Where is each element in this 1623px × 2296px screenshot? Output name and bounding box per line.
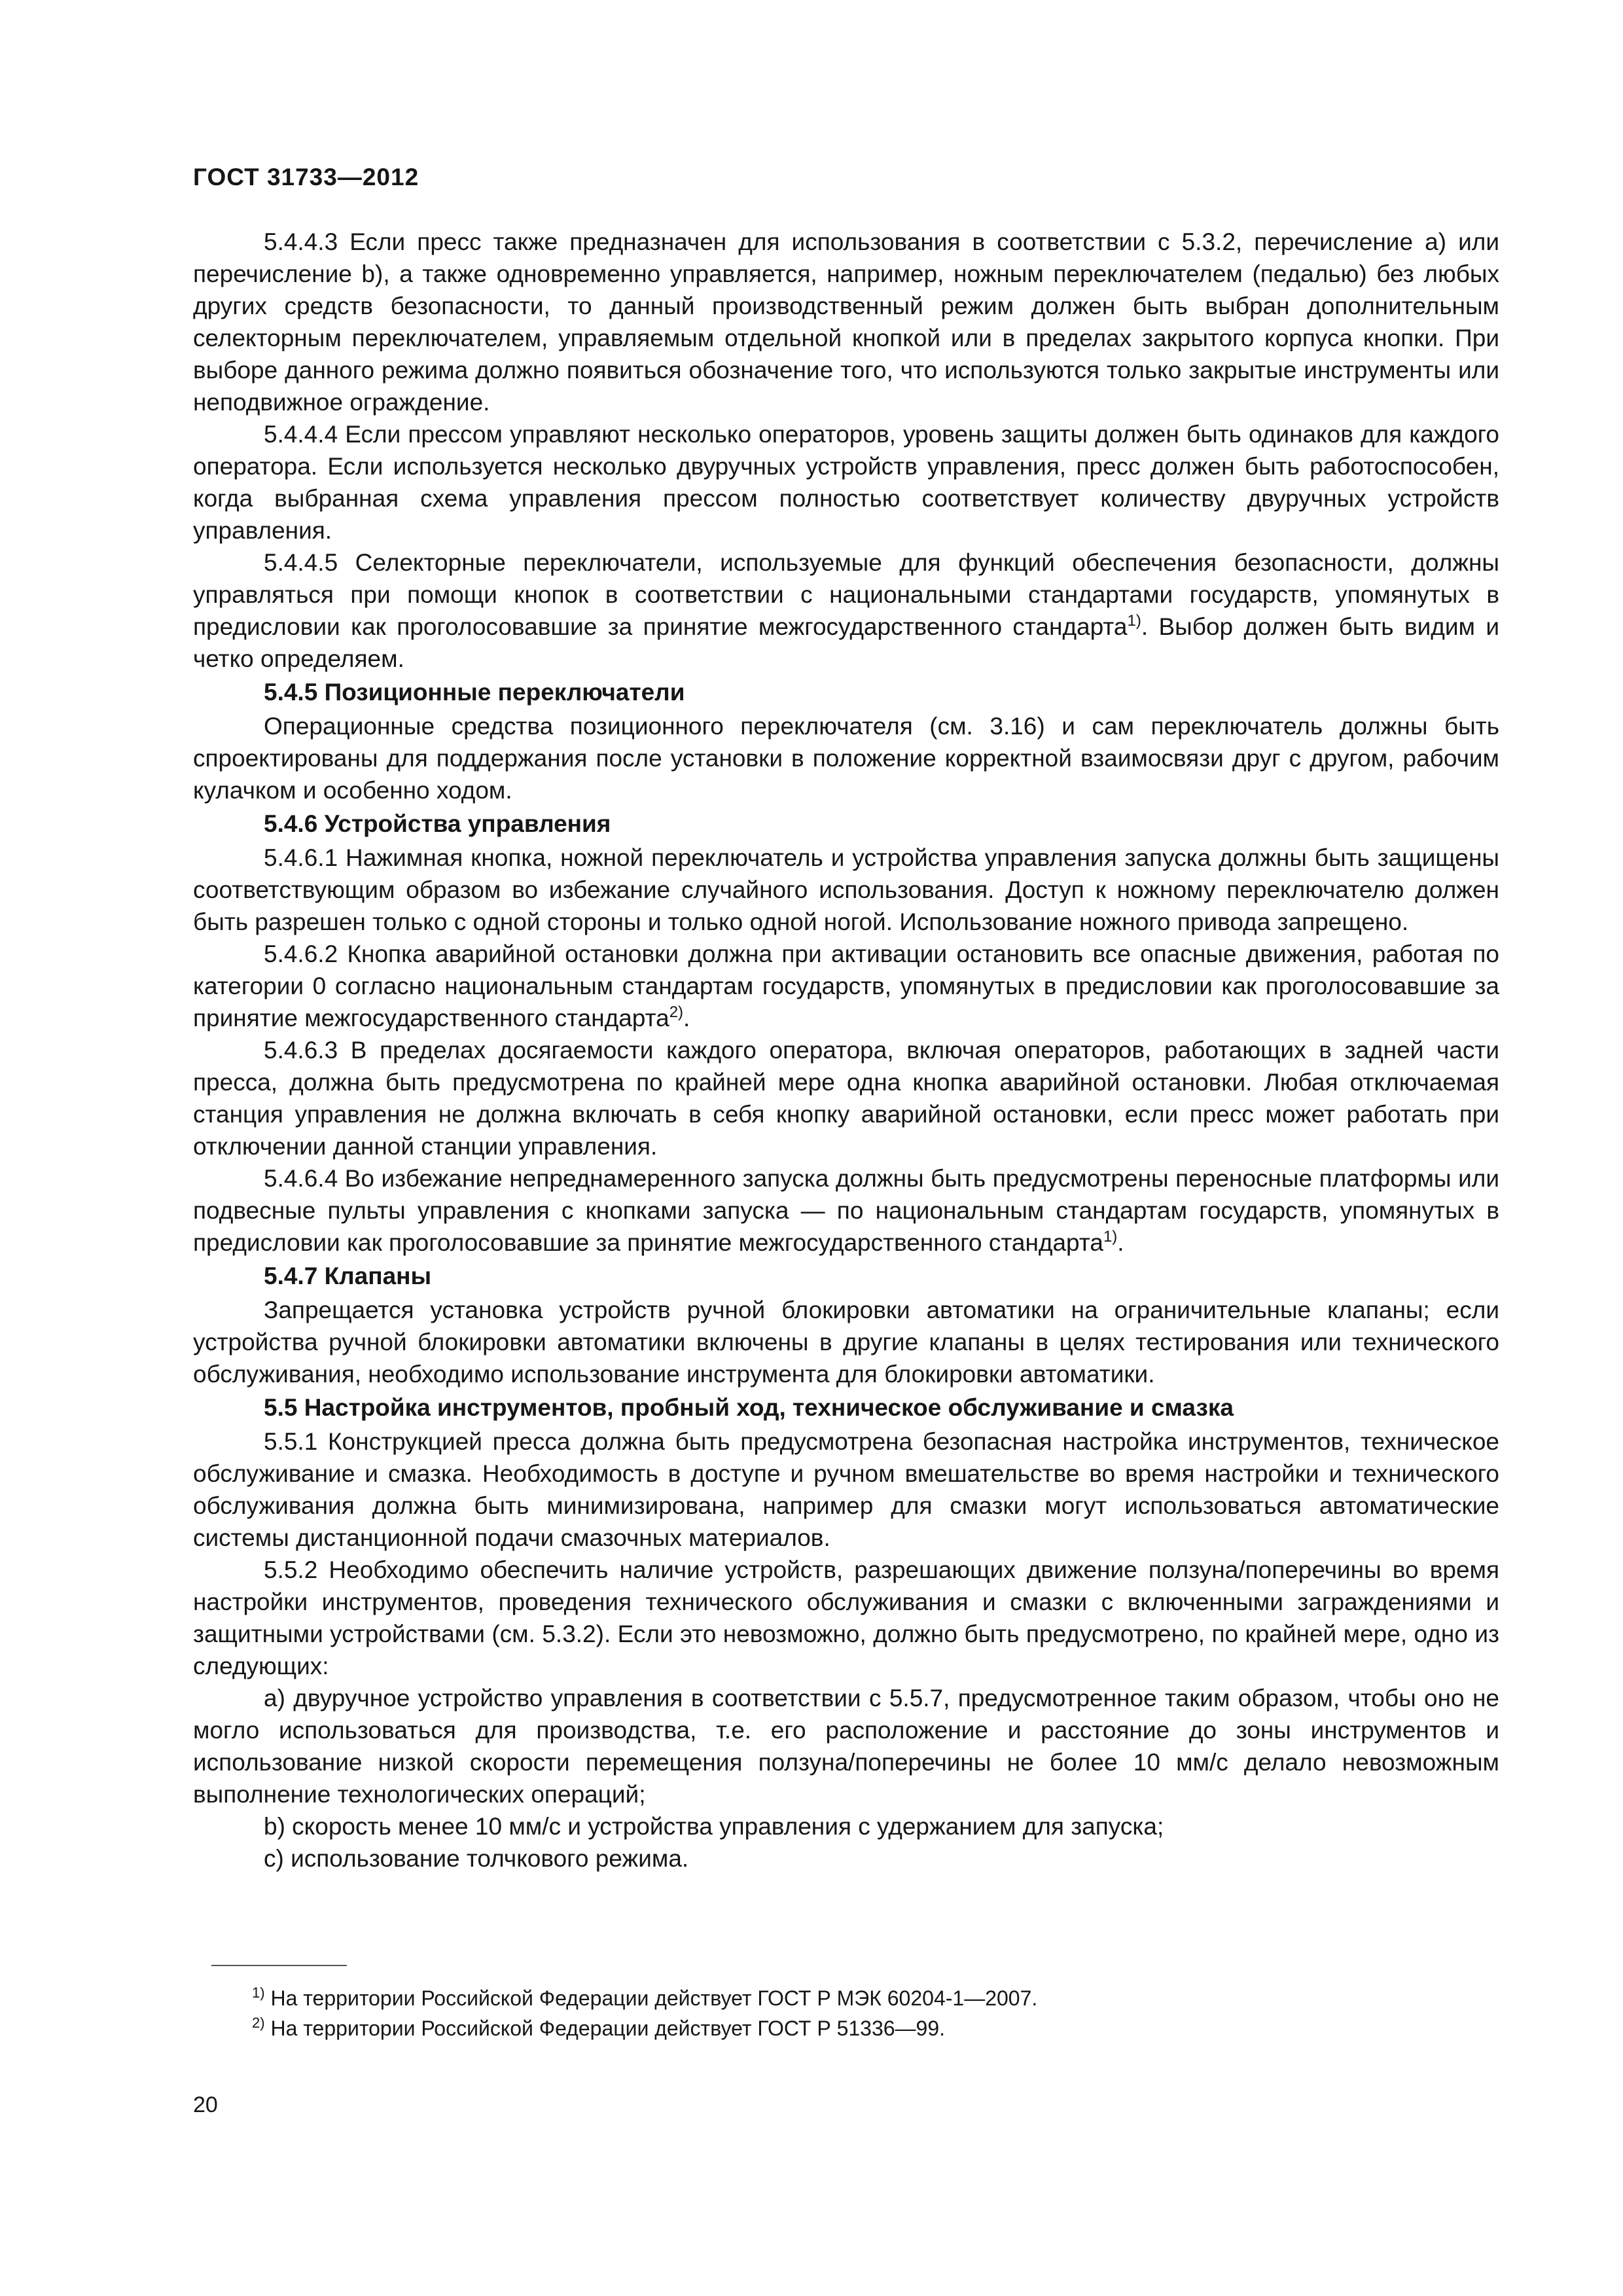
- footnote-ref: 1): [1127, 612, 1141, 630]
- paragraph-5-4-4-3: 5.4.4.3 Если пресс также предназначен для использования в соответствии с 5.3.2, перечисление a) или перечисление b), а также одновременно управляется, например, ножным переключателем (педалью) без любых других средств безопасности, то данный производственный режим должен быть выбран дополнительным селекторным переключателем, управляемым отдельной кнопкой или в пределах закрытого корпуса кнопки. При выборе данного режима должно появиться обозначение того, что используются только закрытые инструменты или неподвижное ограждение.: [193, 228, 1499, 416]
- footnote-2: [252, 2013, 1037, 2043]
- footnote-separator: [211, 1965, 347, 1966]
- paragraph-5-4-5: Операционные средства позиционного переключателя (см. 3.16) и сам переключатель должны быть спроектированы для поддержания после установки в положение корректной взаимосвязи друг с другом, рабочим кулачком и особенно ходом.: [193, 713, 1499, 804]
- paragraph-5-4-4-4: 5.4.4.4 Если прессом управляют несколько операторов, уровень защиты должен быть одинаков для каждого оператора. Если используется несколько двуручных устройств управления, пресс должен быть работоспособен, когда выбранная схема управления прессом полностью соответствует количеству двуручных устройств управления.: [193, 421, 1499, 544]
- footnote-ref: 1): [1103, 1228, 1118, 1246]
- page-number: 20: [193, 2092, 218, 2117]
- list-item-c: c) использование толчкового режима.: [264, 1845, 689, 1872]
- footnote-text: На территории Российской Федерации действует ГОСТ Р 51336—99.: [264, 2017, 946, 2040]
- paragraph-5-4-6-1: 5.4.6.1 Нажимная кнопка, ножной переключатель и устройства управления запуска должны быть защищены соответствующим образом во избежание случайного использования. Доступ к ножному переключателю должен быть разрешен только с одной стороны и только одной ногой. Использование ножного привода запрещено.: [193, 844, 1499, 935]
- paragraph-text: 5.4.6.4 Во избежание непреднамеренного запуска должны быть предусмотрены переносные платформы или подвесные пульты управления с кнопками запуска — по национальным стандартам государств, упомянутых в предисловии как проголосовавшие за принятие межгосударственного стандарта: [193, 1165, 1499, 1256]
- paragraph-5-5-2: 5.5.2 Необходимо обеспечить наличие устройств, разрешающих движение ползуна/поперечины во время настройки инструментов, проведения технического обслуживания и смазки с включенными заграждениями и защитными устройствами (см. 5.3.2). Если это невозможно, должно быть предусмотрено, по крайней мере, одно из следующих:: [193, 1556, 1499, 1679]
- paragraph-text: 5.4.6.2 Кнопка аварийной остановки должна при активации остановить все опасные движения, работая по категории 0 согласно национальным стандартам государств, упомянутых в предисловии как проголосовавшие за принятие межгосударственного стандарта: [193, 941, 1499, 1031]
- footnote-1: [252, 1983, 1037, 2013]
- paragraph-text: .: [683, 1005, 690, 1031]
- footnote-text: На территории Российской Федерации действует ГОСТ Р МЭК 60204-1—2007.: [264, 1986, 1038, 2010]
- section-heading-5-4-7: 5.4.7 Клапаны: [264, 1263, 432, 1289]
- list-item-b: b) скорость менее 10 мм/с и устройства управления с удержанием для запуска;: [264, 1813, 1164, 1840]
- paragraph-5-4-6-2: [193, 938, 1499, 1034]
- document-body: [193, 226, 1499, 1874]
- footnote-mark: 2): [252, 2015, 265, 2031]
- paragraph-5-5-1: 5.5.1 Конструкцией пресса должна быть предусмотрена безопасная настройка инструментов, техническое обслуживание и смазка. Необходимость в доступе и ручном вмешательстве во время настройки и технического обслуживания должна быть минимизирована, например для смазки могут использоваться автоматические системы дистанционной подачи смазочных материалов.: [193, 1428, 1499, 1551]
- document-header: ГОСТ 31733—2012: [193, 164, 419, 190]
- paragraph-text: .: [1117, 1229, 1124, 1256]
- paragraph-text: . Выбор должен быть видим и четко определяем.: [193, 613, 1500, 672]
- section-heading-5-4-5: 5.4.5 Позиционные переключатели: [264, 679, 685, 706]
- paragraph-5-4-4-5: [193, 547, 1499, 675]
- paragraph-5-4-6-4: [193, 1162, 1499, 1259]
- list-item-a: a) двуручное устройство управления в соответствии с 5.5.7, предусмотренное таким образом, чтобы оно не могло использоваться для производства, т.е. его расположение и расстояние до зоны инструментов и использование низкой скорости перемещения ползуна/поперечины не более 10 мм/с делало невозможным выполнение технологических операций;: [193, 1685, 1499, 1808]
- paragraph-text: 5.4.4.5 Селекторные переключатели, используемые для функций обеспечения безопасности, должны управляться при помощи кнопок в соответствии с национальными стандартами государств, упомянутых в предисловии как проголосовавшие за принятие межгосударственного стандарта: [193, 549, 1499, 640]
- paragraph-5-4-6-3: 5.4.6.3 В пределах досягаемости каждого оператора, включая операторов, работающих в задней части пресса, должна быть предусмотрена по крайней мере одна кнопка аварийной остановки. Любая отключаемая станция управления не должна включать в себя кнопку аварийной остановки, если пресс может работать при отключении данной станции управления.: [193, 1037, 1499, 1160]
- section-heading-5-4-6: 5.4.6 Устройства управления: [264, 810, 611, 837]
- footnote-ref: 2): [669, 1003, 684, 1021]
- footnotes: [252, 1983, 1037, 2043]
- footnote-mark: 1): [252, 1984, 265, 2001]
- paragraph-5-4-7: Запрещается установка устройств ручной блокировки автоматики на ограничительные клапаны; если устройства ручной блокировки автоматики включены в другие клапаны в целях тестирования или технического обслуживания, необходимо использование инструмента для блокировки автоматики.: [193, 1297, 1499, 1388]
- section-heading-5-5: 5.5 Настройка инструментов, пробный ход, техническое обслуживание и смазка: [264, 1394, 1234, 1421]
